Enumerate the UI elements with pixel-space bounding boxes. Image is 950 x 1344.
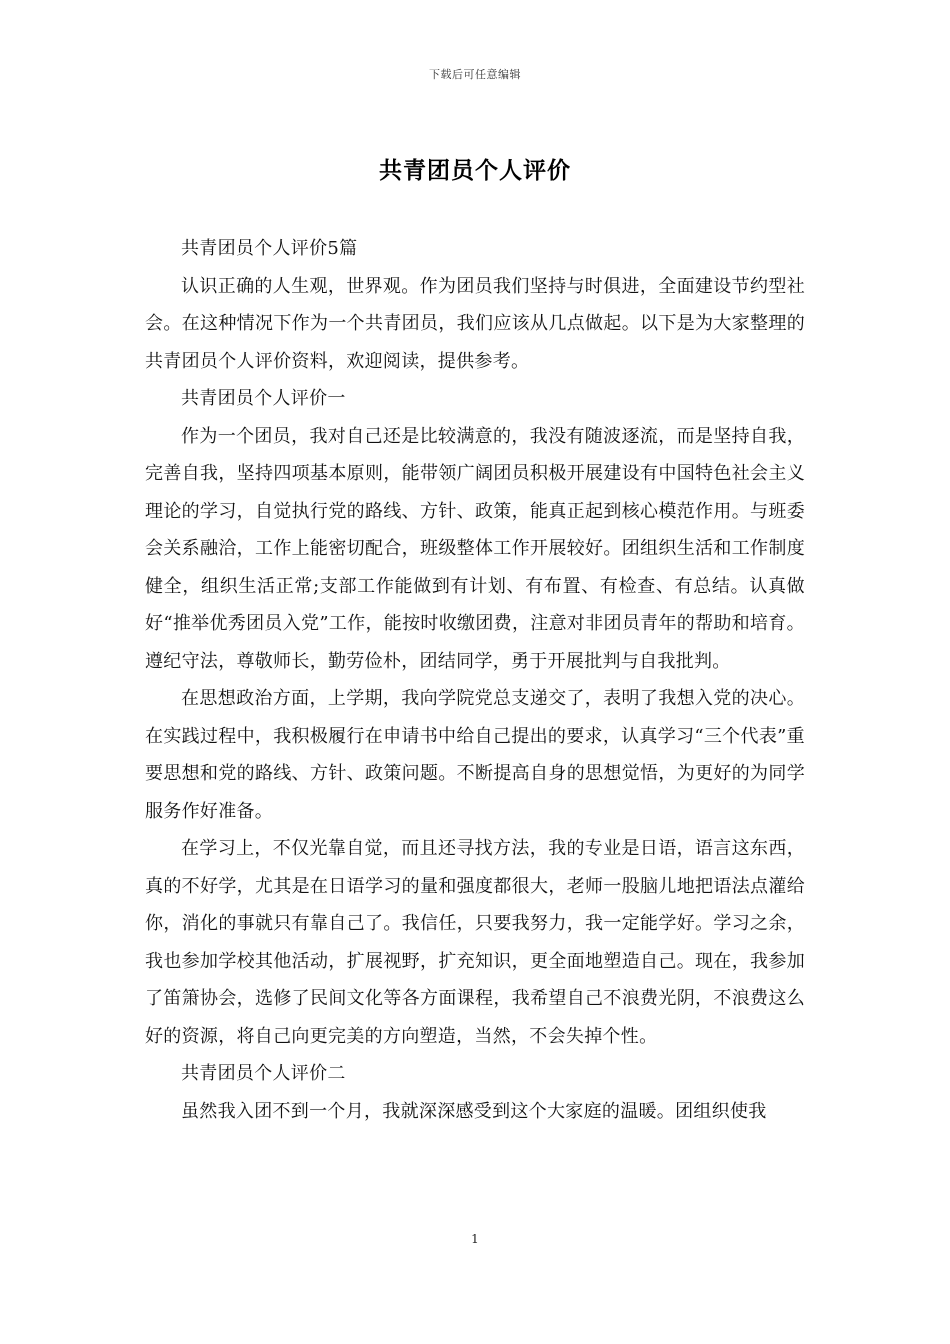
paragraph: 在思想政治方面，上学期，我向学院党总支递交了，表明了我想入党的决心。在实践过程中，我积极履行在申请书中给自己提出的要求，认真学习“三个代表”重要思想和党的路线、方针、政策问题。不断提高自身的思想觉悟，为更好的为同学服务作好准备。 (145, 688, 805, 822)
section-heading-one: 共青团员个人评价一 (181, 388, 346, 409)
paragraph: 虽然我入团不到一个月，我就深深感受到这个大家庭的温暖。团组织使我 (181, 1100, 767, 1122)
document-title: 共青团员个人评价 (379, 157, 571, 184)
header-note: 下载后可任意编辑 (429, 68, 521, 81)
paragraph: 作为一个团员，我对自己还是比较满意的，我没有随波逐流，而是坚持自我，完善自我，坚持四项基本原则，能带领广阔团员积极开展建设有中国特色社会主义理论的学习，自觉执行党的路线、方针、政策，能真正起到核心模范作用。与班委会关系融洽，工作上能密切配合，班级整体工作开展较好。团组织生活和工作制度健全，组织生活正常;支部工作能做到有计划、有布置、有检查、有总结。认真做好“推举优秀团员入党”工作，能按时收缴团费，注意对非团员青年的帮助和培育。遵纪守法，尊敬师长，勤劳俭朴，团结同学，勇于开展批判与自我批判。 (145, 425, 805, 672)
paragraph-intro: 认识正确的人生观，世界观。作为团员我们坚持与时俱进，全面建设节约型社会。在这种情况下作为一个共青团员，我们应该从几点做起。以下是为大家整理的共青团员个人评价资料，欢迎阅读，提供参考。 (145, 275, 805, 372)
paragraph: 在学习上，不仅光靠自觉，而且还寻找方法，我的专业是日语，语言这东西，真的不好学，尤其是在日语学习的量和强度都很大，老师一股脑儿地把语法点灌给你，消化的事就只有靠自己了。我信任，只要我努力，我一定能学好。学习之余，我也参加学校其他活动，扩展视野，扩充知识，更全面地塑造自己。现在，我参加了笛箫协会，选修了民间文化等各方面课程，我希望自己不浪费光阴，不浪费这么好的资源，将自己向更完美的方向塑造，当然，不会失掉个性。 (145, 838, 805, 1047)
page-number: 1 (471, 1232, 479, 1246)
document-body (145, 230, 805, 1130)
paragraph-subtitle: 共青团员个人评价5篇 (181, 238, 358, 259)
section-heading-two: 共青团员个人评价二 (181, 1063, 346, 1084)
